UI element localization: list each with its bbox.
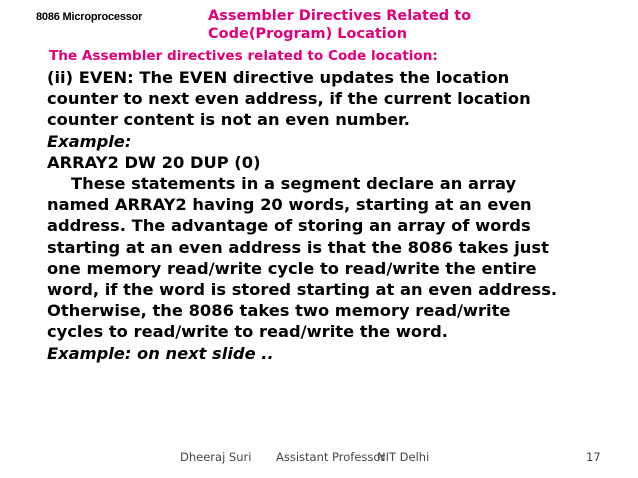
body-line: (ii) EVEN: The EVEN directive updates the location [47, 68, 510, 87]
footer-author: Dheeraj Suri [180, 450, 252, 464]
example-next-slide: Example: on next slide .. [47, 343, 274, 363]
body-line: named ARRAY2 having 20 words, starting at an even [47, 195, 532, 215]
page-number: 17 [586, 450, 601, 464]
slide-body [47, 67, 607, 364]
body-line: Otherwise, the 8086 takes two memory read/write [47, 301, 511, 321]
slide-title [208, 7, 538, 43]
body-line: word, if the word is stored starting at an even address. [47, 280, 558, 300]
body-line: counter content is not an even number. [47, 110, 410, 130]
course-label: 8086 Microprocessor [36, 11, 143, 23]
example-label: Example: [47, 131, 132, 151]
slide-title-line-1: Assembler Directives Related to [208, 8, 472, 24]
slide-title-line-2: Code(Program) Location [208, 26, 408, 42]
body-line: counter to next even address, if the current location [47, 89, 531, 109]
section-subtitle: The Assembler directives related to Code location: [49, 48, 438, 64]
body-line: These statements in a segment declare an array [71, 174, 517, 194]
code-line: ARRAY2 DW 20 DUP (0) [47, 152, 261, 172]
body-line: address. The advantage of storing an array of words [47, 216, 531, 236]
footer-role: Assistant Professor [276, 450, 386, 464]
body-line: one memory read/write cycle to read/write the entire [47, 258, 537, 278]
body-line: cycles to read/write to read/write the word. [47, 322, 448, 342]
footer-org: NIT Delhi [377, 450, 430, 464]
body-line: starting at an even address is that the 8086 takes just [47, 237, 549, 257]
